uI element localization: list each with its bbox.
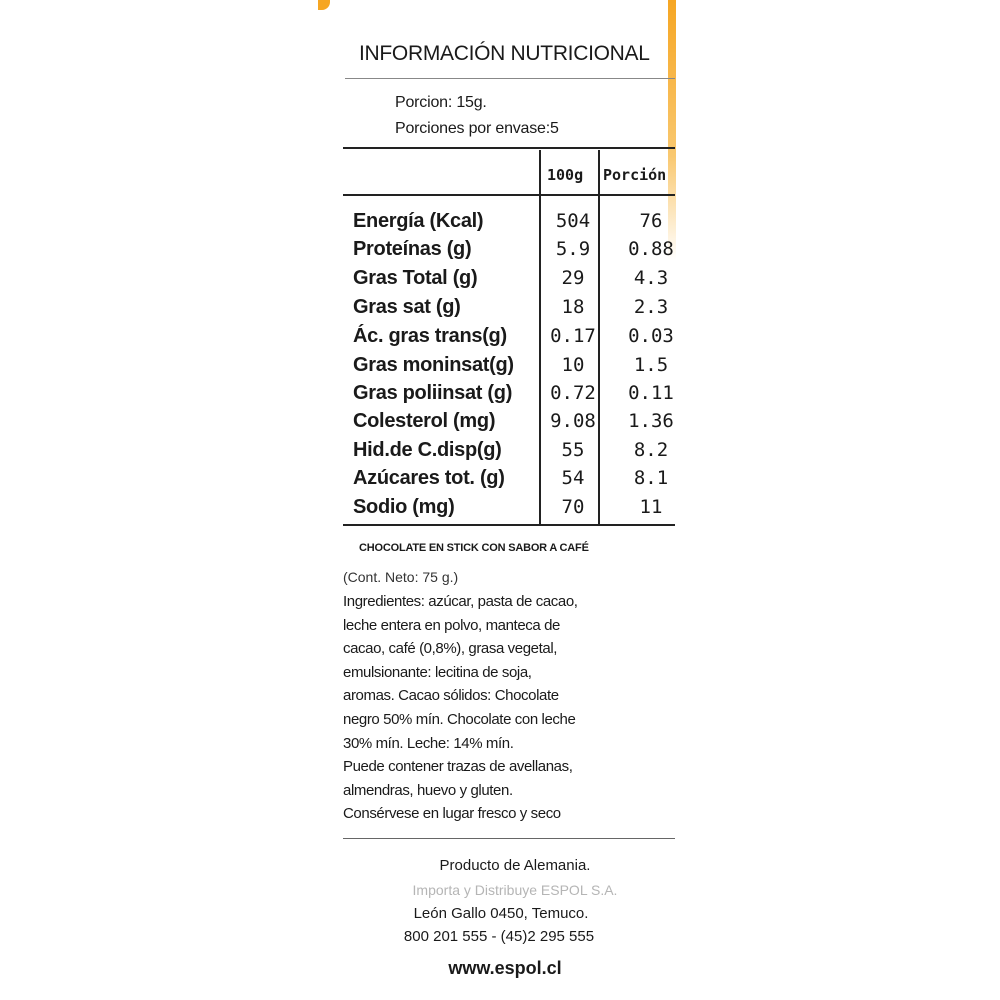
value-portion: 76 <box>639 210 663 232</box>
column-header-portion: Porción <box>603 166 667 184</box>
ingredients-line: Puede contener trazas de avellanas, <box>343 758 573 776</box>
phone-text: 800 201 555 - (45)2 295 555 <box>403 928 595 945</box>
value-portion: 8.1 <box>633 467 669 489</box>
value-portion: 8.2 <box>633 439 669 461</box>
value-portion: 0.11 <box>628 382 674 404</box>
value-100g: 70 <box>561 496 585 518</box>
value-100g: 18 <box>561 296 585 318</box>
nutrient-name: Energía (Kcal) <box>353 210 484 232</box>
nutrient-name: Gras moninsat(g) <box>353 354 514 376</box>
value-100g: 54 <box>561 467 585 489</box>
value-100g: 9.08 <box>550 410 596 432</box>
value-100g: 10 <box>561 354 585 376</box>
website-link[interactable]: www.espol.cl <box>448 958 562 978</box>
ingredients-line: Ingredientes: azúcar, pasta de cacao, <box>343 593 578 610</box>
orange-corner-decoration <box>318 0 330 10</box>
ingredients-block <box>343 590 683 826</box>
value-portion: 0.03 <box>628 325 674 347</box>
ingredients-line: cacao, café (0,8%), grasa vegetal, <box>343 640 558 658</box>
origin-text: Producto de Alemania. <box>439 857 591 874</box>
header-rule <box>343 194 675 196</box>
column-header-100g: 100g <box>547 166 584 184</box>
net-content: (Cont. Neto: 75 g.) <box>343 569 459 585</box>
nutrient-name: Gras poliinsat (g) <box>353 382 513 404</box>
table-row <box>353 210 673 239</box>
table-row <box>353 382 673 411</box>
nutrient-name: Proteínas (g) <box>353 238 472 260</box>
value-portion: 0.88 <box>628 238 674 260</box>
value-100g: 29 <box>561 267 585 289</box>
value-100g: 504 <box>555 210 591 232</box>
table-row <box>353 439 673 468</box>
ingredients-line: 30% mín. Leche: 14% mín. <box>343 734 514 752</box>
table-row <box>353 467 673 496</box>
table-row <box>353 296 673 325</box>
value-portion: 1.5 <box>633 354 669 376</box>
value-portion: 11 <box>639 496 663 518</box>
product-name: CHOCOLATE EN STICK CON SABOR A CAFÉ <box>359 542 589 554</box>
nutrient-name: Ác. gras trans(g) <box>353 325 507 347</box>
divider <box>345 78 675 79</box>
ingredients-line: emulsionante: lecitina de soja, <box>343 663 532 681</box>
nutrient-name: Azúcares tot. (g) <box>353 467 505 489</box>
nutrition-label <box>335 0 675 1000</box>
nutrient-name: Gras sat (g) <box>353 296 461 318</box>
table-row <box>353 238 673 267</box>
ingredients-line: negro 50% mín. Chocolate con leche <box>343 710 576 728</box>
table-row <box>353 267 673 296</box>
label-title: INFORMACIÓN NUTRICIONAL <box>359 42 650 65</box>
table-row <box>353 496 673 525</box>
value-portion: 1.36 <box>628 410 674 432</box>
value-100g: 0.17 <box>550 325 596 347</box>
nutrient-name: Gras Total (g) <box>353 267 478 289</box>
table-row <box>353 325 673 354</box>
value-100g: 5.9 <box>555 238 591 260</box>
portion-size: Porcion: 15g. <box>395 94 487 111</box>
nutrient-name: Sodio (mg) <box>353 496 455 518</box>
table-row <box>353 410 673 439</box>
ingredients-line: almendras, huevo y gluten. <box>343 781 513 799</box>
nutrient-name: Colesterol (mg) <box>353 410 496 432</box>
value-100g: 0.72 <box>550 382 596 404</box>
ingredients-line: aromas. Cacao sólidos: Chocolate <box>343 687 559 705</box>
footer-rule <box>343 838 675 839</box>
ingredients-line: leche entera en polvo, manteca de <box>343 616 560 634</box>
table-row <box>353 354 673 383</box>
value-portion: 4.3 <box>633 267 669 289</box>
portions-per-pack: Porciones por envase:5 <box>395 120 559 137</box>
value-portion: 2.3 <box>633 296 669 318</box>
value-100g: 55 <box>561 439 585 461</box>
nutrient-name: Hid.de C.disp(g) <box>353 439 502 461</box>
importer-text: Importa y Distribuye ESPOL S.A. <box>412 882 618 898</box>
table-bottom-rule <box>343 524 675 526</box>
address-text: León Gallo 0450, Temuco. <box>413 905 589 922</box>
table-top-rule <box>343 147 675 149</box>
ingredients-line: Consérvese en lugar fresco y seco <box>343 805 561 823</box>
